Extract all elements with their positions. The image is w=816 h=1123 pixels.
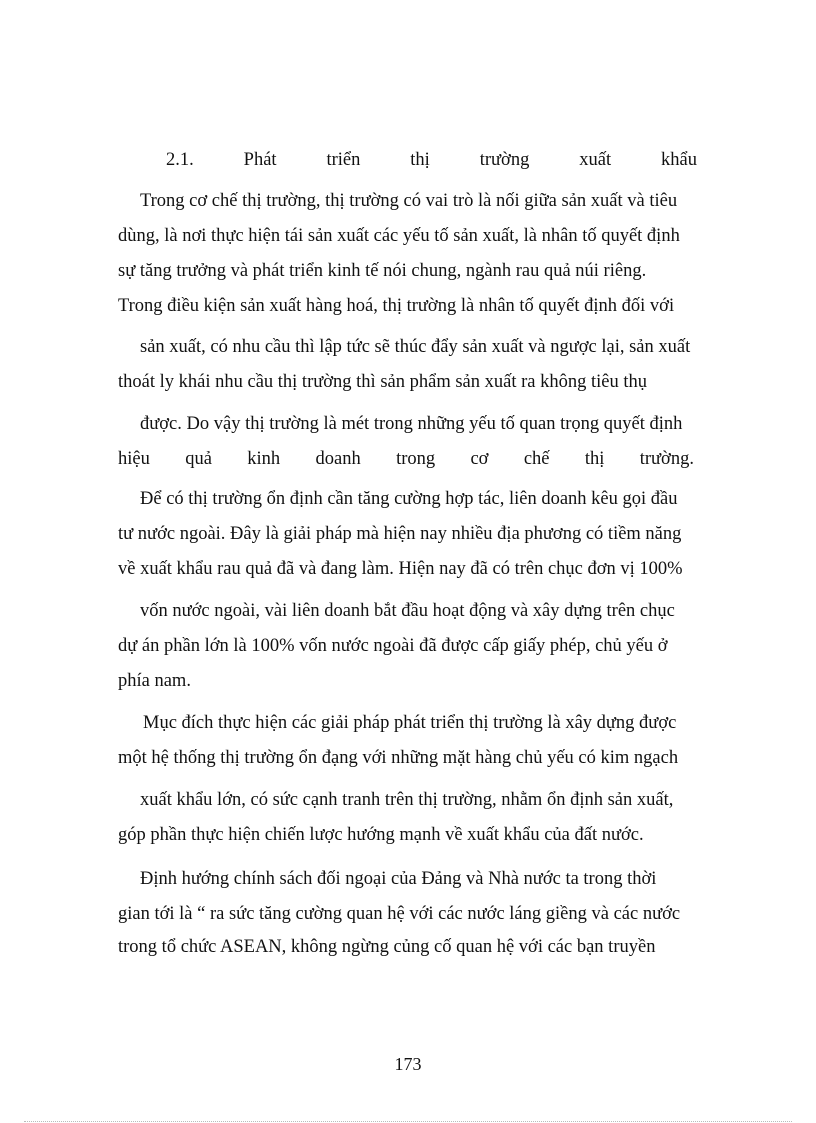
heading-word: Phát: [243, 150, 277, 170]
heading-number: 2.1.: [166, 150, 194, 170]
paragraph-line: Định hướng chính sách đối ngoại của Đảng và Nhà nước ta trong thời: [140, 869, 657, 889]
line-word: trường.: [639, 449, 694, 469]
paragraph-line: được. Do vậy thị trường là mét trong những yếu tố quan trọng quyết định: [140, 414, 683, 434]
paragraph-line: về xuất khẩu rau quả đã và đang làm. Hiện nay đã có trên chục đơn vị 100%: [118, 559, 683, 579]
paragraph-line: Mục đích thực hiện các giải pháp phát triển thị trường là xây dựng được: [143, 713, 677, 733]
paragraph-line: phía nam.: [118, 671, 191, 691]
paragraph-line: Trong cơ chế thị trường, thị trường có vai trò là nối giữa sản xuất và tiêu: [140, 191, 678, 211]
paragraph-line: dự án phần lớn là 100% vốn nước ngoài đã được cấp giấy phép, chủ yếu ở: [118, 636, 668, 656]
justified-line: [118, 447, 694, 471]
paragraph-line: gian tới là “ ra sức tăng cường quan hệ với các nước láng giềng và các nước: [118, 904, 681, 924]
paragraph-line: dùng, là nơi thực hiện tái sản xuất các yếu tố sản xuất, là nhân tố quyết định: [118, 226, 680, 246]
paragraph-line: vốn nước ngoài, vài liên doanh bắt đầu hoạt động và xây dựng trên chục: [140, 601, 675, 621]
paragraph-line: thoát ly khái nhu cầu thị trường thì sản phẩm sản xuất ra không tiêu thụ: [118, 372, 647, 392]
line-word: chế: [523, 449, 550, 469]
line-word: trong: [396, 449, 436, 469]
line-word: quả: [185, 449, 212, 469]
paragraph-line: tư nước ngoài. Đây là giải pháp mà hiện nay nhiều địa phương có tiềm năng: [118, 524, 682, 544]
line-word: thị: [584, 449, 605, 469]
page-number: 173: [394, 1054, 422, 1074]
line-word: hiệu: [118, 449, 150, 469]
heading-word: triển: [326, 150, 361, 170]
paragraph-line: xuất khẩu lớn, có sức cạnh tranh trên thị trường, nhằm ổn định sản xuất,: [140, 790, 674, 810]
paragraph-line: Để có thị trường ổn định cần tăng cường hợp tác, liên doanh kêu gọi đầu: [140, 489, 678, 509]
paragraph-line: trong tổ chức ASEAN, không ngừng củng cố quan hệ với các bạn truyền: [118, 937, 656, 957]
heading-word: xuất: [579, 150, 612, 170]
paragraph-line: sự tăng trưởng và phát triển kinh tế nói chung, ngành rau quả núi riêng.: [118, 261, 647, 281]
paragraph-line: một hệ thống thị trường ổn đạng với những mặt hàng chủ yếu có kim ngạch: [118, 748, 679, 768]
paragraph-line: sản xuất, có nhu cầu thì lập tức sẽ thúc đẩy sản xuất và ngược lại, sản xuất: [140, 337, 691, 357]
line-word: doanh: [315, 449, 361, 469]
heading-word: khẩu: [661, 150, 697, 170]
heading-word: trường: [479, 150, 530, 170]
line-word: cơ: [470, 449, 489, 469]
paragraph-line: Trong điều kiện sản xuất hàng hoá, thị trường là nhân tố quyết định đối với: [118, 296, 675, 316]
heading-word: thị: [410, 150, 430, 170]
paragraph-line: góp phần thực hiện chiến lược hướng mạnh về xuất khẩu của đất nước.: [118, 825, 644, 845]
footer-divider: [24, 1121, 792, 1122]
line-word: kinh: [247, 449, 281, 469]
section-heading: [166, 148, 697, 172]
